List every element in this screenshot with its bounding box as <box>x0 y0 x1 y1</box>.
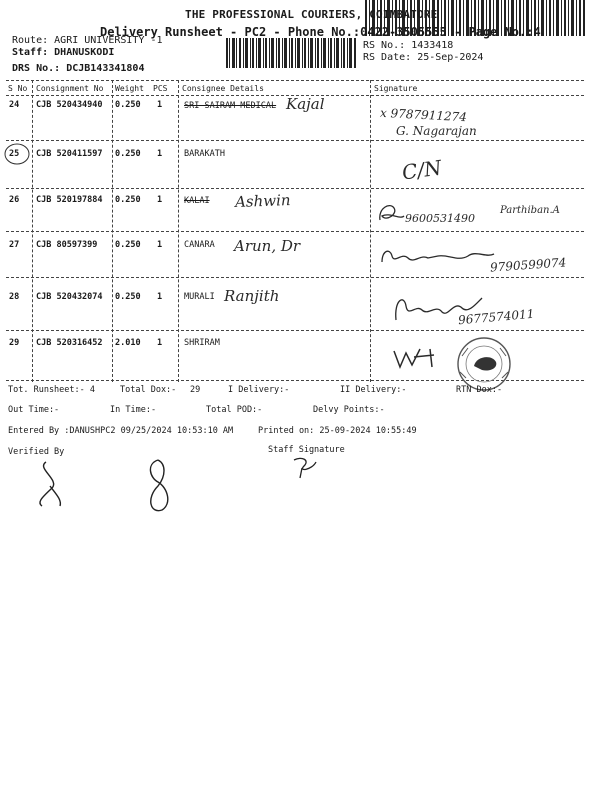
column-divider <box>112 80 113 382</box>
rs-no-value: 1433418 <box>411 40 454 51</box>
printed-on: Printed on: 25-09-2024 10:55:49 <box>258 426 417 436</box>
handwritten-phone: x 9787911274 <box>379 105 468 125</box>
i-delivery: I Delivery:- <box>228 385 290 395</box>
handwritten-signature: C/N <box>400 155 444 185</box>
row-pcs: 1 <box>157 338 163 348</box>
row-sno: 28 <box>9 292 20 302</box>
row-weight: 2.010 <box>115 338 141 348</box>
verified-by-label: Verified By <box>8 447 65 457</box>
drs-barcode <box>226 38 356 68</box>
drs-label: DRS No.: <box>12 63 61 74</box>
entered-by: Entered By :DANUSHPC2 09/25/2024 10:53:10 AM <box>8 426 234 436</box>
row-pcs: 1 <box>157 292 163 302</box>
route-value: AGRI UNIVERSITY -1 <box>54 35 163 46</box>
row-weight: 0.250 <box>115 149 141 159</box>
row-sno: 26 <box>9 195 20 205</box>
row-rule <box>6 330 584 331</box>
handwritten-signature: Parthiban.A <box>500 205 560 216</box>
total-dox-label: Total Dox:- <box>120 385 177 395</box>
verifier-signature-icon <box>138 456 178 516</box>
rs-date-label: RS Date: <box>363 52 412 63</box>
total-pod: Total POD:- <box>206 405 263 415</box>
handwritten-phone: 9600531490 <box>405 212 475 225</box>
delvy-points: Delvy Points:- <box>313 405 385 415</box>
row-consignee: SHRIRAM <box>184 338 220 348</box>
rs-date-line <box>363 52 483 63</box>
row-consignment: CJB 520197884 <box>36 195 103 205</box>
row-pcs: 1 <box>157 240 163 250</box>
signature-scribble-icon <box>378 244 498 270</box>
route-line <box>12 35 163 46</box>
table-top-rule <box>6 80 584 81</box>
handwritten-receiver-name: Arun, Dr <box>234 237 301 255</box>
row-pcs: 1 <box>157 100 163 110</box>
col-header-weight: Weight <box>115 84 144 93</box>
col-header-pcs: PCS <box>153 84 168 93</box>
rs-date-value: 25-Sep-2024 <box>417 52 484 63</box>
column-divider <box>32 80 33 382</box>
handwritten-receiver-name: Ranjith <box>224 287 280 305</box>
in-time: In Time:- <box>110 405 157 415</box>
staff-label: Staff: <box>12 47 49 58</box>
company-stamp-icon <box>446 336 524 392</box>
row-rule <box>6 140 584 141</box>
col-header-signature: Signature <box>374 84 418 93</box>
row-sno: 25 <box>9 149 20 159</box>
drs-line <box>12 63 144 74</box>
verifier-signature-icon <box>30 458 70 508</box>
row-sno: 29 <box>9 338 20 348</box>
handwritten-phone: 9790599074 <box>489 255 567 275</box>
staff-line <box>12 47 114 58</box>
row-consignment: CJB 520432074 <box>36 292 103 302</box>
row-sno: 24 <box>9 100 20 110</box>
col-header-sno: S No <box>8 84 28 93</box>
handwritten-receiver-name: Kajal <box>286 95 325 113</box>
handwritten-phone: 9677574011 <box>457 306 535 328</box>
company-title: THE PROFESSIONAL COURIERS, COIMBATORE <box>185 8 438 21</box>
row-weight: 0.250 <box>115 240 141 250</box>
row-consignee: MURALI <box>184 292 215 302</box>
tot-runsheet: Tot. Runsheet:- 4 <box>8 385 95 395</box>
row-sno: 27 <box>9 240 20 250</box>
row-weight: 0.250 <box>115 195 141 205</box>
handwritten-signature: G. Nagarajan <box>396 124 477 138</box>
handwritten-receiver-name: Ashwin <box>234 191 291 211</box>
out-time: Out Time:- <box>8 405 60 415</box>
staff-value: DHANUSKODI <box>54 47 115 58</box>
row-rule <box>6 188 584 189</box>
total-dox-value: 29 <box>190 385 201 395</box>
ii-delivery: II Delivery:- <box>340 385 407 395</box>
row-consignment: CJB 520411597 <box>36 149 103 159</box>
col-header-consignee: Consignee Details <box>182 84 264 93</box>
runsheet-subtitle: Delivery Runsheet - PC2 - Phone No.:0422-3505555 - Page No.:4 <box>100 25 541 39</box>
staff-signature-icon <box>290 454 320 480</box>
row-consignment: CJB 520316452 <box>36 338 103 348</box>
row-pcs: 1 <box>157 195 163 205</box>
row-consignee: SRI SAIRAM MEDICAL <box>184 101 277 111</box>
drs-value: DCJB143341804 <box>66 63 145 74</box>
row-weight: 0.250 <box>115 292 141 302</box>
rs-no-label: RS No.: <box>363 40 406 51</box>
col-header-consignment: Consignment No <box>36 84 104 93</box>
rs-no-line <box>363 40 453 51</box>
row-consignee: KALAI <box>184 196 210 206</box>
row-consignment: CJB 80597399 <box>36 240 98 250</box>
row-rule <box>6 277 584 278</box>
signature-scribble-icon <box>390 345 450 371</box>
row-consignee: BARAKATH <box>184 149 225 159</box>
route-label: Route: <box>12 35 49 46</box>
row-pcs: 1 <box>157 149 163 159</box>
rtn-dox: RTN Dox:- <box>456 385 503 395</box>
row-consignee: CANARA <box>184 240 215 250</box>
row-weight: 0.250 <box>115 100 141 110</box>
row-rule <box>6 231 584 232</box>
column-divider <box>370 80 371 382</box>
staff-signature-label: Staff Signature <box>268 445 345 455</box>
signature-scribble-icon <box>376 200 406 228</box>
column-divider <box>178 80 179 382</box>
row-consignment: CJB 520434940 <box>36 100 103 110</box>
